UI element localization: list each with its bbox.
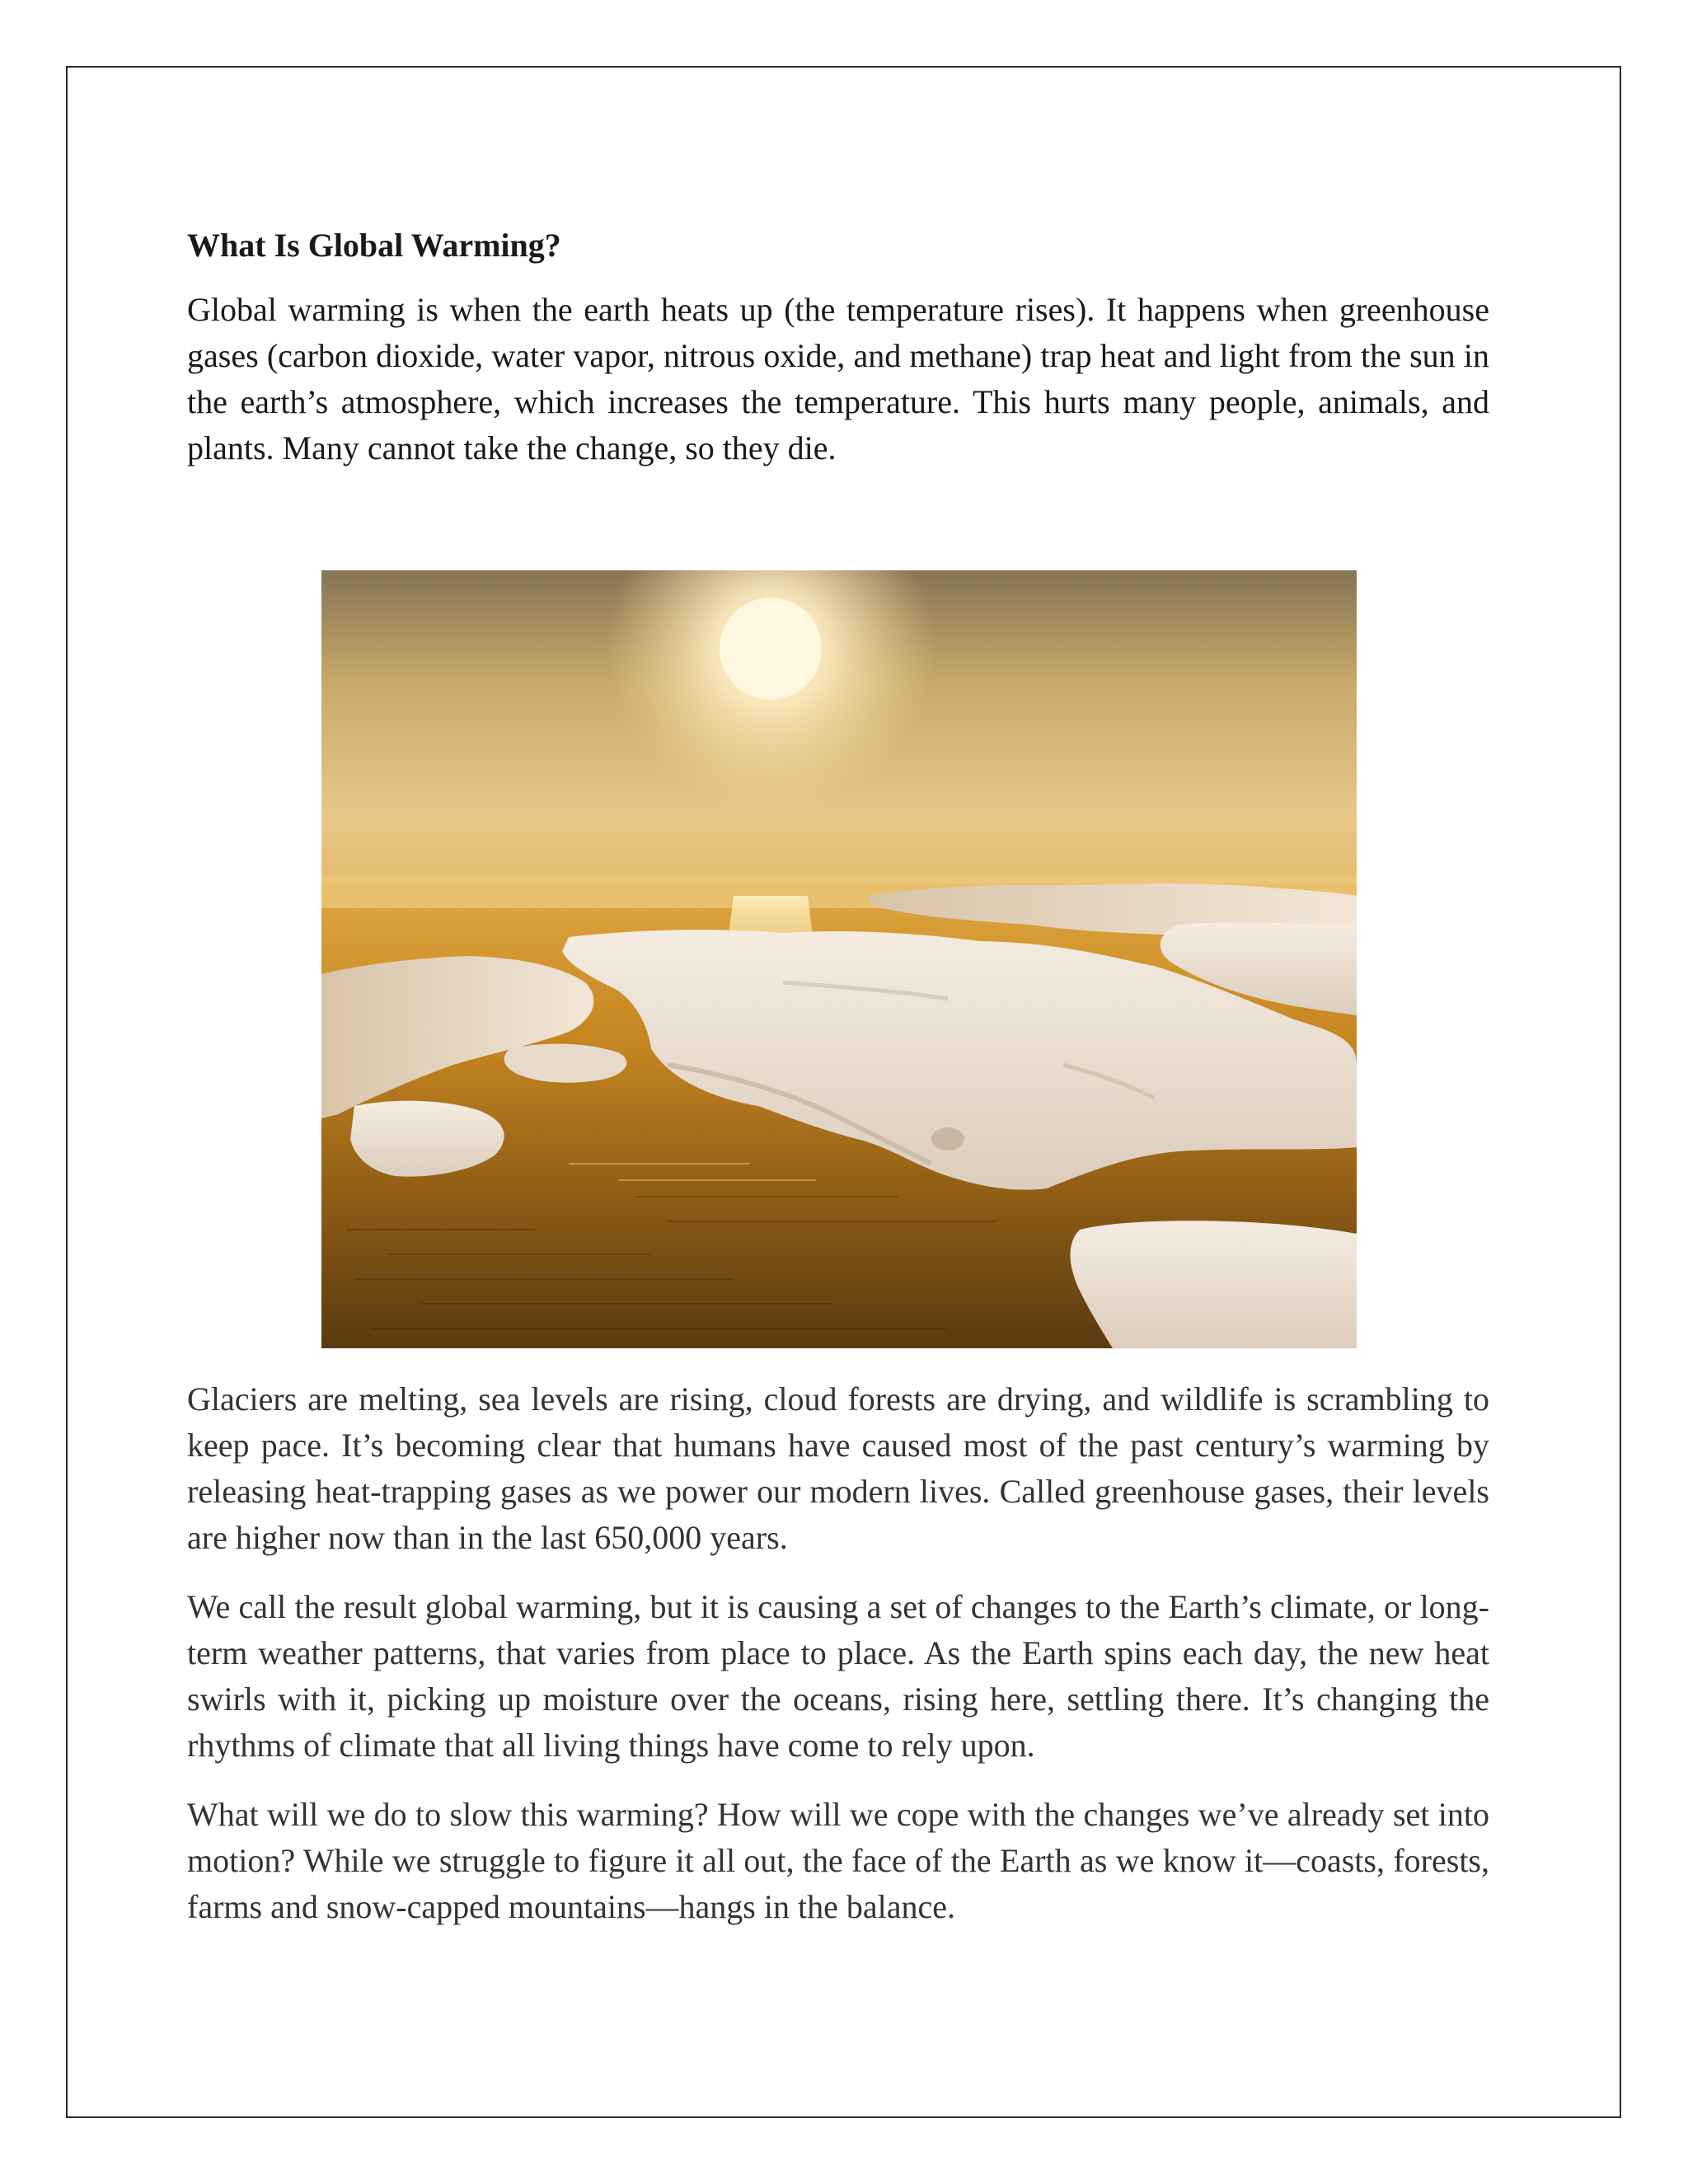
document-heading: What Is Global Warming?	[187, 227, 561, 264]
intro-paragraph: Global warming is when the earth heats up (the temperature rises). It happens when greenhouse gases (carbon dioxide, water vapor, nitrous oxide, and methane) trap heat and light from the sun in the earth’s atmosphere, which increases the temperature. This hurts many people, animals, and plants. Many cannot take the change, so they die.	[187, 291, 1489, 466]
document-body-continued	[187, 1376, 1489, 1953]
ice-floe-bottom-right	[1070, 1221, 1357, 1348]
paragraph-climate: We call the result global warming, but it is causing a set of changes to the Earth’s climate, or long-term weather patterns, that varies from place to place. As the Earth spins each day, the new heat swirls with it, picking up moisture over the oceans, rising here, settling there. It’s changing the rhythms of climate that all living things have come to rely upon.	[187, 1588, 1489, 1764]
paragraph-questions: What will we do to slow this warming? How will we cope with the changes we’ve already set into motion? While we struggle to figure it all out, the face of the Earth as we know it—coasts, forests, farms and snow-capped mountains—hangs in the balance.	[187, 1796, 1489, 1925]
document-body	[187, 223, 1489, 494]
sea-ice-photo	[321, 570, 1357, 1348]
sun	[720, 598, 822, 700]
paragraph-glaciers: Glaciers are melting, sea levels are rising, cloud forests are drying, and wildlife is scrambling to keep pace. It’s becoming clear that humans have caused most of the past century’s warming by releasing heat-trapping gases as we power our modern lives. Called greenhouse gases, their levels are higher now than in the last 650,000 years.	[187, 1380, 1489, 1556]
